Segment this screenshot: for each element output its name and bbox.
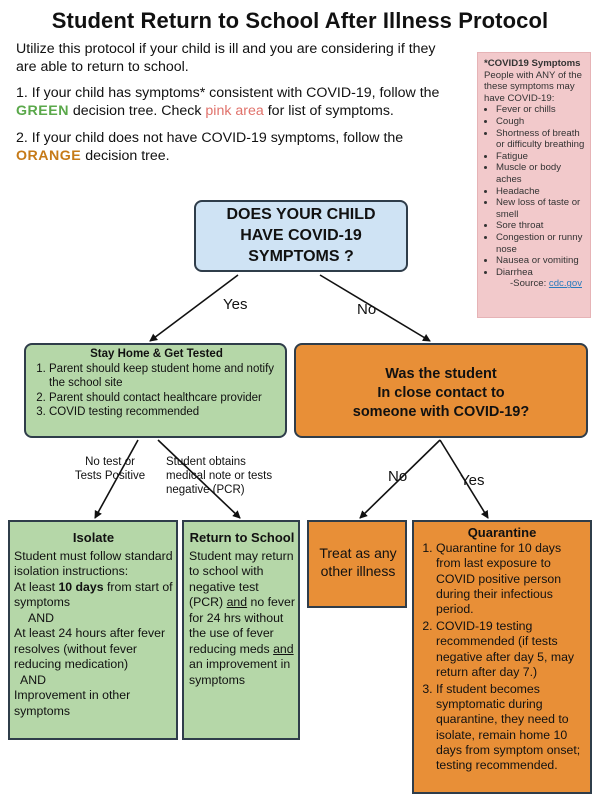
- step1-text-b: decision tree. Check: [72, 103, 202, 119]
- return-body: [189, 549, 295, 689]
- contact-line-3: someone with COVID-19?: [352, 404, 530, 420]
- stay-home-box: [24, 343, 287, 438]
- symptom-item: • Cough: [496, 116, 586, 128]
- symptom-item: • Muscle or body aches: [496, 162, 586, 185]
- isolate-ten-days-c: from start of symptoms: [14, 579, 173, 609]
- isolate-ten-days-bold: 10 days: [58, 579, 104, 594]
- symptom-item: • New loss of taste or smell: [496, 197, 586, 220]
- symptom-item: • Fatigue: [496, 151, 586, 163]
- symptoms-intro: People with ANY of the these symptoms may have COVID-19:: [484, 69, 582, 104]
- question-line-2: HAVE COVID-19: [240, 227, 362, 244]
- no-test-line-1: No test or: [85, 456, 135, 468]
- return-and-1: and: [226, 595, 248, 609]
- isolate-ten-days-a: At least: [14, 579, 56, 594]
- return-text-3: an improvement in symptoms: [189, 657, 291, 687]
- orange-keyword: ORANGE: [16, 148, 82, 164]
- return-title: Return to School: [189, 530, 295, 545]
- step1-text-a: 1. If your child has symptoms* consistent with COVID-19, follow the: [16, 85, 440, 101]
- contact-line-1: Was the student: [385, 366, 497, 382]
- symptom-item: • Fever or chills: [496, 104, 586, 116]
- stay-home-item: 3. COVID testing recommended: [49, 405, 279, 420]
- return-text-2: no fever for 24 hrs without the use of fever reducing meds: [189, 595, 295, 656]
- question-line-1: DOES YOUR CHILD: [226, 206, 376, 223]
- stay-home-title: Stay Home & Get Tested: [90, 348, 223, 360]
- isolate-title: Isolate: [72, 530, 115, 545]
- symptom-item: • Congestion or runny nose: [496, 232, 586, 255]
- no-test-label: [70, 455, 150, 483]
- source-link[interactable]: cdc.gov: [548, 278, 582, 290]
- quarantine-title: Quarantine: [467, 525, 537, 540]
- medical-note-line-3: negative (PCR): [166, 484, 245, 496]
- isolate-instructions: Student must follow standard isolation instructions:: [14, 548, 173, 578]
- green-keyword: GREEN: [16, 103, 69, 119]
- symptom-item: • Nausea or vomiting: [496, 255, 586, 267]
- return-and-2: and: [273, 641, 294, 656]
- step2-text-b: decision tree.: [85, 148, 170, 164]
- isolate-fever: At least 24 hours after fever resolves (without fever reducing medication): [14, 626, 166, 671]
- quarantine-item: 3. If student becomes symptomatic during quarantine, they need to isolate, remain home 10 days from symptom onset; testing recommended.: [436, 682, 586, 773]
- covid-symptoms-question: [194, 200, 408, 272]
- step2-text-a: 2. If your child does not have COVID-19 symptoms, follow the: [16, 130, 404, 146]
- symptom-item: • Headache: [496, 186, 586, 198]
- quarantine-list: [418, 541, 586, 773]
- medical-note-line-1: Student obtains: [166, 456, 246, 468]
- quarantine-item: 1. Quarantine for 10 days from last exposure to COVID positive person during their infectious period.: [436, 541, 586, 617]
- no-test-line-2: Tests Positive: [74, 470, 146, 482]
- page-title: Student Return to School After Illness Protocol: [51, 8, 549, 33]
- intro-text: Utilize this protocol if your child is ill and you are considering if they are able to return to school.: [16, 41, 436, 75]
- treat-text: Treat as any other illness: [319, 545, 397, 579]
- medical-note-label: [166, 455, 306, 497]
- branch-yes-label: Yes: [223, 296, 248, 313]
- quarantine-item: 2. COVID-19 testing recommended (if tests negative after day 5, may return after day 7.): [436, 619, 586, 680]
- medical-note-line-2: medical note or tests: [166, 470, 273, 482]
- isolate-and-1: AND: [28, 610, 54, 625]
- step1-text-c: for list of symptoms.: [267, 103, 394, 119]
- symptom-item: • Diarrhea: [496, 267, 586, 279]
- stay-home-list: [34, 362, 279, 420]
- close-contact-question: [294, 343, 588, 438]
- stay-home-item: 1. Parent should keep student home and notify the school site: [49, 362, 279, 391]
- branch-no-label: No: [357, 301, 377, 318]
- quarantine-box: [412, 520, 592, 794]
- isolate-ten-days: [14, 580, 173, 611]
- return-text-1: Student may return to school with negative test (PCR): [189, 548, 294, 609]
- symptoms-heading: *COVID19 Symptoms: [484, 58, 581, 69]
- return-to-school-box: [182, 520, 300, 740]
- symptom-item: • Sore throat: [496, 220, 586, 232]
- contact-no-label: No: [388, 468, 408, 485]
- source-label: -Source:: [509, 278, 547, 290]
- isolate-and-2: AND: [20, 672, 46, 687]
- contact-line-2: In close contact to: [377, 385, 505, 401]
- isolate-box: [8, 520, 178, 740]
- isolate-improvement: Improvement in other symptoms: [14, 688, 131, 718]
- pink-keyword: pink area: [205, 103, 264, 119]
- symptom-item: • Shortness of breath or difficulty breathing: [496, 128, 586, 151]
- stay-home-item: 2. Parent should contact healthcare provider: [49, 391, 279, 406]
- contact-yes-label: Yes: [460, 472, 485, 489]
- question-line-3: SYMPTOMS ?: [248, 248, 354, 265]
- treat-as-illness-box: [307, 520, 407, 608]
